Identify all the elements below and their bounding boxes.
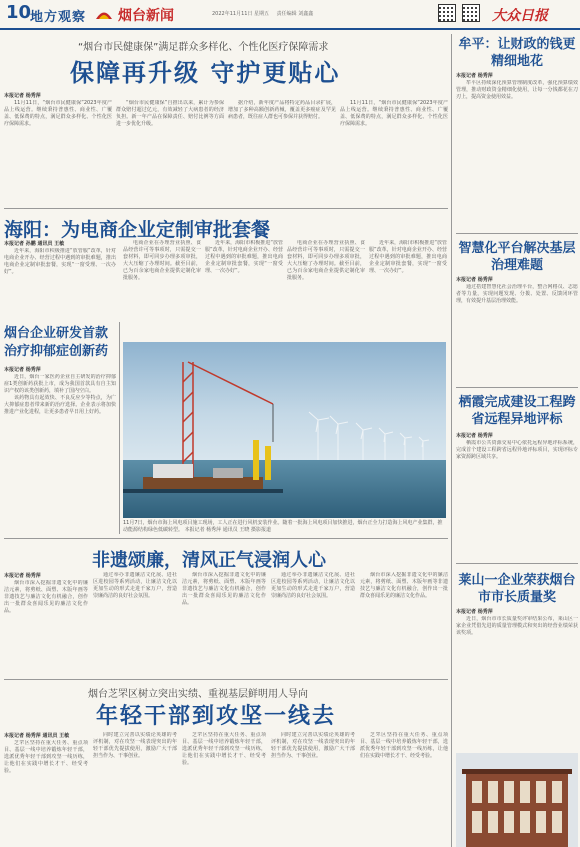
heritage-paragraph: 烟台市深入挖掘非遗文化中的廉洁元素，将剪纸、面塑、木版年画等非遗技艺与廉洁文化有机融合，创作出一批群众喜闻乐见的廉洁文化作品。 xyxy=(4,580,88,614)
heritage-paragraph: 通过举办非遗廉洁文化展、进社区进校园等系列活动，让廉洁文化以更加生动的形式走进千家万户，营造崇廉尚洁的良好社会氛围。 xyxy=(271,572,355,599)
column-divider xyxy=(119,322,120,534)
rc-story4-headline: 莱山一企业荣获烟台市市长质量奖 xyxy=(458,573,576,605)
top-story-col-2 xyxy=(116,100,224,204)
youth-paragraph: 芝罘区坚持在重大任务、重点项目、基层一线中培养锻炼年轻干部，选派优秀年轻干部到攻坚一线历练，让他们在实践中增长才干、经受考验。 xyxy=(360,732,448,759)
date-line: 2022年11月11日 星期五 xyxy=(212,11,270,17)
top-story-kicker: “烟台市民健康保”满足群众多样化、个性化医疗保障需求 xyxy=(78,42,329,53)
building-image xyxy=(456,753,578,847)
rc-story2-body xyxy=(456,284,578,384)
section-title: 地方观察 xyxy=(30,10,87,25)
youth-col-2 xyxy=(93,732,177,844)
rc-story4-body xyxy=(456,616,578,748)
rc-story3-headline: 栖霞完成建设工程跨省远程异地评标 xyxy=(458,395,576,427)
heritage-paragraph: 通过举办非遗廉洁文化展、进社区进校园等系列活动，让廉洁文化以更加生动的形式走进千家万户，营造崇廉尚洁的良好社会氛围。 xyxy=(93,572,177,599)
section-logo-icon xyxy=(95,6,113,21)
drug-paragraph: 该药物具有起效快、不良反应少等特点，为广大抑郁症患者带来新的治疗选择。企业表示将加快推进产业化进程，让更多患者早日用上好药。 xyxy=(4,395,116,415)
top-story-col-1 xyxy=(4,100,112,204)
masthead xyxy=(0,0,580,30)
divider xyxy=(4,208,448,209)
heritage-headline: 非遗颂廉，清风正气浸润人心 xyxy=(92,550,326,571)
column-name: 烟台新闻 xyxy=(118,8,174,24)
haiyang-headline: 海阳：为电商企业定制审批套餐 xyxy=(4,219,271,241)
haiyang-byline: 本报记者 孙鹏 通讯员 王敏 xyxy=(4,241,65,247)
page-number: 10 xyxy=(6,2,32,23)
rc-story2-text: 通过搭建智慧化社会治理平台，整合网格员、志愿者等力量，实现问题发现、分拨、处置、反馈闭环管理，有效提升基层治理效能。 xyxy=(456,284,578,304)
rc-story1-headline: 牟平：让财政的钱更精细地花 xyxy=(458,37,576,69)
heritage-col-3 xyxy=(182,572,266,676)
youth-col-3 xyxy=(182,732,266,844)
haiyang-paragraph: 电商企业在办理营业执照、食品经营许可等事项时，只需提交一套材料，即可同步办理多项审批，大大压缩了办理时间。截至目前，已为百余家电商企业提供定制化审批服务。 xyxy=(123,240,201,281)
youth-headline: 年轻干部到攻坚一线去 xyxy=(96,704,337,729)
youth-paragraph: 同时建立完善以实绩论英雄的考评机制，对在攻坚一线表现突出的年轻干部优先提拔使用，激励广大干部担当作为、干事创业。 xyxy=(271,732,355,759)
haiyang-col-2 xyxy=(123,240,201,338)
top-story-col-4 xyxy=(340,100,448,204)
rc-story3-body xyxy=(456,440,578,560)
rc-story1-body xyxy=(456,80,578,230)
rc-story3-byline: 本报记者 杨秀萍 xyxy=(456,433,493,439)
youth-col-4 xyxy=(271,732,355,844)
rc-story2-headline: 智慧化平台解决基层治理难题 xyxy=(458,241,576,273)
youth-col-5 xyxy=(360,732,448,844)
haiyang-col-1 xyxy=(4,248,116,318)
rc-story2-byline: 本报记者 杨秀萍 xyxy=(456,277,493,283)
drug-paragraph: 近日，烟台一家医药企业自主研发的治疗抑郁症1类创新药获批上市，成为我国首款具有自主知识产权的该类创新药，填补了国内空白。 xyxy=(4,374,116,394)
youth-col-1 xyxy=(4,740,88,844)
top-story-paragraph: 11月11日，“烟台市民健康保”2023年度产品上线运营。继续秉持普惠性、商业性、广覆盖、低保费的特点，满足群众多样化、个性化医疗保障需求。 xyxy=(4,100,112,127)
youth-byline: 本报记者 杨秀萍 通讯员 王敏 xyxy=(4,733,70,739)
divider xyxy=(4,679,448,680)
haiyang-col-4 xyxy=(287,240,365,338)
haiyang-paragraph: 近年来，海阳市积极推进“放管服”改革，针对电商企业开办、经营过程中遇到的审批难题，推出电商企业定制审批套餐，实现“一窗受理、一次办好”。 xyxy=(205,240,283,274)
rc-story4-text: 近日，烟台市市长质量奖评审结果公布，莱山区一家企业凭借先进的质量管理模式和突出的经营业绩荣获该奖项。 xyxy=(456,616,578,636)
youth-paragraph: 同时建立完善以实绩论英雄的考评机制，对在攻坚一线表现突出的年轻干部优先提拔使用，激励广大干部担当作为、干事创业。 xyxy=(93,732,177,759)
divider xyxy=(456,233,578,234)
paper-brand: 大众日报 xyxy=(492,8,548,24)
heritage-byline: 本报记者 杨秀萍 xyxy=(4,573,41,579)
top-story-headline: 保障再升级 守护更贴心 xyxy=(70,59,341,87)
drug-body xyxy=(4,374,116,534)
drug-headline: 烟台企业研发首款治疗抑郁症创新药 xyxy=(4,326,109,359)
haiyang-col-3 xyxy=(205,240,283,338)
heritage-col-1 xyxy=(4,580,88,676)
heritage-paragraph: 烟台市深入挖掘非遗文化中的廉洁元素，将剪纸、面塑、木版年画等非遗技艺与廉洁文化有机融合，创作出一批群众喜闻乐见的廉洁文化作品。 xyxy=(182,572,266,606)
heritage-col-2 xyxy=(93,572,177,676)
youth-paragraph: 芝罘区坚持在重大任务、重点项目、基层一线中培养锻炼年轻干部，选派优秀年轻干部到攻坚一线历练，让他们在实践中增长才干、经受考验。 xyxy=(4,740,88,774)
rc-story1-text: 牟平区持续深化预算管理制度改革，强化预算绩效管理，推动财政资金精细化使用，让每一分钱都花在刀刃上，提高资金使用效益。 xyxy=(456,80,578,100)
top-story-byline: 本报记者 杨秀萍 xyxy=(4,93,41,99)
rc-story1-byline: 本报记者 杨秀萍 xyxy=(456,73,493,79)
rc-story3-text: 栖霞市公共资源交易中心依托远程异地评标系统，完成首个建设工程跨省远程异地评标项目，实现评标专家资源跨区域共享。 xyxy=(456,440,578,460)
haiyang-paragraph: 近年来，海阳市积极推进“放管服”改革，针对电商企业开办、经营过程中遇到的审批难题，推出电商企业定制审批套餐，实现“一窗受理、一次办好”。 xyxy=(4,248,116,275)
haiyang-paragraph: 近年来，海阳市积极推进“放管服”改革，针对电商企业开办、经营过程中遇到的审批难题，推出电商企业定制审批套餐，实现“一窗受理、一次办好”。 xyxy=(369,240,447,274)
top-story-paragraph: “烟台市民健康保”自推出以来，累计为参保群众赔付超过亿元，有效减轻了大病患者的经济负担。新一年产品在保障责任、赔付比例等方面进一步优化升级。 xyxy=(116,100,224,127)
divider xyxy=(456,387,578,388)
heritage-col-5 xyxy=(360,572,448,676)
youth-paragraph: 芝罘区坚持在重大任务、重点项目、基层一线中培养锻炼年轻干部，选派优秀年轻干部到攻坚一线历练，让他们在实践中增长才干、经受考验。 xyxy=(182,732,266,766)
haiyang-paragraph: 电商企业在办理营业执照、食品经营许可等事项时，只需提交一套材料，即可同步办理多项审批，大大压缩了办理时间。截至目前，已为百余家电商企业提供定制化审批服务。 xyxy=(287,240,365,281)
haiyang-col-5 xyxy=(369,240,447,338)
header-meta xyxy=(212,10,319,17)
drug-byline: 本报记者 杨秀萍 xyxy=(4,367,41,373)
qr-code-icon xyxy=(438,4,456,22)
photo-caption: 11月7日，烟台市海上风电项目施工现场，工人正在进行风机安装作业。随着一批海上风电项目加快推进，烟台正全力打造海上风电产业集群，推动能源结构绿色低碳转型。 本报记者 杨秀萍 通讯员 王晓 摄影报道 xyxy=(123,520,443,533)
top-story-paragraph: 据介绍，新年度产品将特定药品目录扩展，增加了多种高额创新药械，覆盖更多癌症及罕见病患者，既往症人群也可参保并获得赔付。 xyxy=(228,100,336,120)
qr-code-icon xyxy=(462,4,480,22)
rc-story4-byline: 本报记者 杨秀萍 xyxy=(456,609,493,615)
top-story-col-3 xyxy=(228,100,336,204)
offshore-wind-photo xyxy=(123,342,446,518)
heritage-paragraph: 烟台市深入挖掘非遗文化中的廉洁元素，将剪纸、面塑、木版年画等非遗技艺与廉洁文化有机融合，创作出一批群众喜闻乐见的廉洁文化作品。 xyxy=(360,572,448,599)
building-photo xyxy=(456,753,578,847)
editor-line: 责任编辑 刘鑫鑫 xyxy=(276,11,314,17)
divider xyxy=(456,563,578,564)
divider xyxy=(4,538,448,539)
top-story-paragraph: 11月11日，“烟台市民健康保”2023年度产品上线运营。继续秉持普惠性、商业性、广覆盖、低保费的特点，满足群众多样化、个性化医疗保障需求。 xyxy=(340,100,448,127)
column-divider xyxy=(451,34,452,847)
wind-farm-image xyxy=(123,342,446,518)
heritage-col-4 xyxy=(271,572,355,676)
youth-kicker: 烟台芝罘区树立突出实绩、重视基层鲜明用人导向 xyxy=(88,689,308,700)
